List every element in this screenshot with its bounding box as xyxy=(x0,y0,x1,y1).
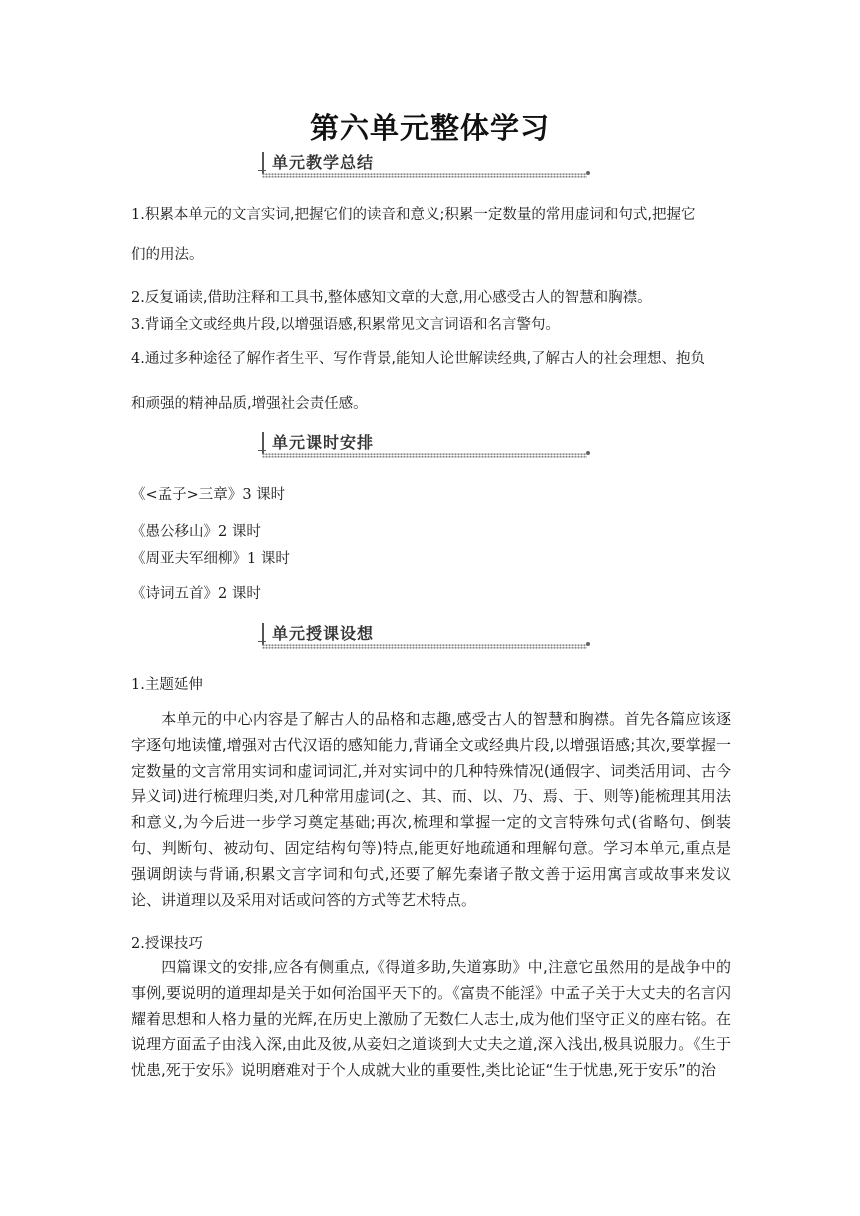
dotted-rule xyxy=(262,644,587,649)
summary-item-1: 1.积累本单元的文言实词,把握它们的读音和意义;积累一定数量的常用虚词和句式,把握它 xyxy=(131,207,696,223)
section-heading-summary xyxy=(262,150,587,180)
section-heading-label: 单元教学总结 xyxy=(272,153,375,172)
schedule-item: 《愚公移山》2 课时 xyxy=(131,524,261,540)
subheading-technique: 2.授课技巧 xyxy=(131,936,203,952)
paragraph-technique: 四篇课文的安排,应各有侧重点,《得道多助,失道寡助》中,注意它虽然用的是战争中的事例,要说明的道理却是关于如何治国平天下的。《富贵不能淫》中孟子关于大丈夫的名言闪耀着思想和人格力量的光辉,在历史上激励了无数仁人志士,成为他们坚守正义的座右铭。在说理方面孟子由浅入深,由此及彼,从妾妇之道谈到大丈夫之道,深入浅出,极具说服力。《生于忧患,死于安乐》说明磨难对于个人成就大业的重要性,类比论证“生于忧患,死于安乐”的治 xyxy=(131,958,731,1080)
paragraph-theme: 本单元的中心内容是了解古人的品格和志趣,感受古人的智慧和胸襟。首先各篇应该逐字逐句地读懂,增强对古代汉语的感知能力,背诵全文或经典片段,以增强语感;其次,要掌握一定数量的文言常用实词和虚词词汇,并对实词中的几种特殊情况(通假字、词类活用词、古今异义词)进行梳理归类,对几种常用虚词(之、其、而、以、乃、焉、于、则等)能梳理其用法和意义,为今后进一步学习奠定基础;再次,梳理和掌握一定的文言特殊句式(省略句、倒装句、判断句、被动句、固定结构句等)特点,能更好地疏通和理解句意。学习本单元,重点是强调朗读与背诵,积累文言字词和句式,还要了解先秦诸子散文善于运用寓言或故事来发议论、讲道理以及采用对话或问答的方式等艺术特点。 xyxy=(131,710,731,909)
subheading-theme: 1.主题延伸 xyxy=(131,677,203,693)
summary-item-1-cont: 们的用法。 xyxy=(131,247,204,263)
schedule-item: 《周亚夫军细柳》1 课时 xyxy=(131,551,290,567)
summary-item-3: 3.背诵全文或经典片段,以增强语感,积累常见文言词语和名言警句。 xyxy=(131,317,561,333)
section-heading-label: 单元课时安排 xyxy=(272,433,375,452)
summary-item-2: 2.反复诵读,借助注释和工具书,整体感知文章的大意,用心感受古人的智慧和胸襟。 xyxy=(131,290,652,306)
schedule-item: 《<孟子>三章》3 课时 xyxy=(131,487,286,503)
schedule-item: 《诗词五首》2 课时 xyxy=(131,586,261,602)
dotted-rule xyxy=(262,173,587,178)
section-heading-plan xyxy=(262,621,587,651)
summary-item-4-cont: 和顽强的精神品质,增强社会责任感。 xyxy=(131,396,368,412)
dotted-rule xyxy=(262,453,587,458)
summary-item-4: 4.通过多种途径了解作者生平、写作背景,能知人论世解读经典,了解古人的社会理想、抱负 xyxy=(131,351,706,367)
section-heading-schedule xyxy=(262,430,587,460)
section-heading-label: 单元授课设想 xyxy=(272,624,375,643)
page-title: 第六单元整体学习 xyxy=(309,111,550,145)
